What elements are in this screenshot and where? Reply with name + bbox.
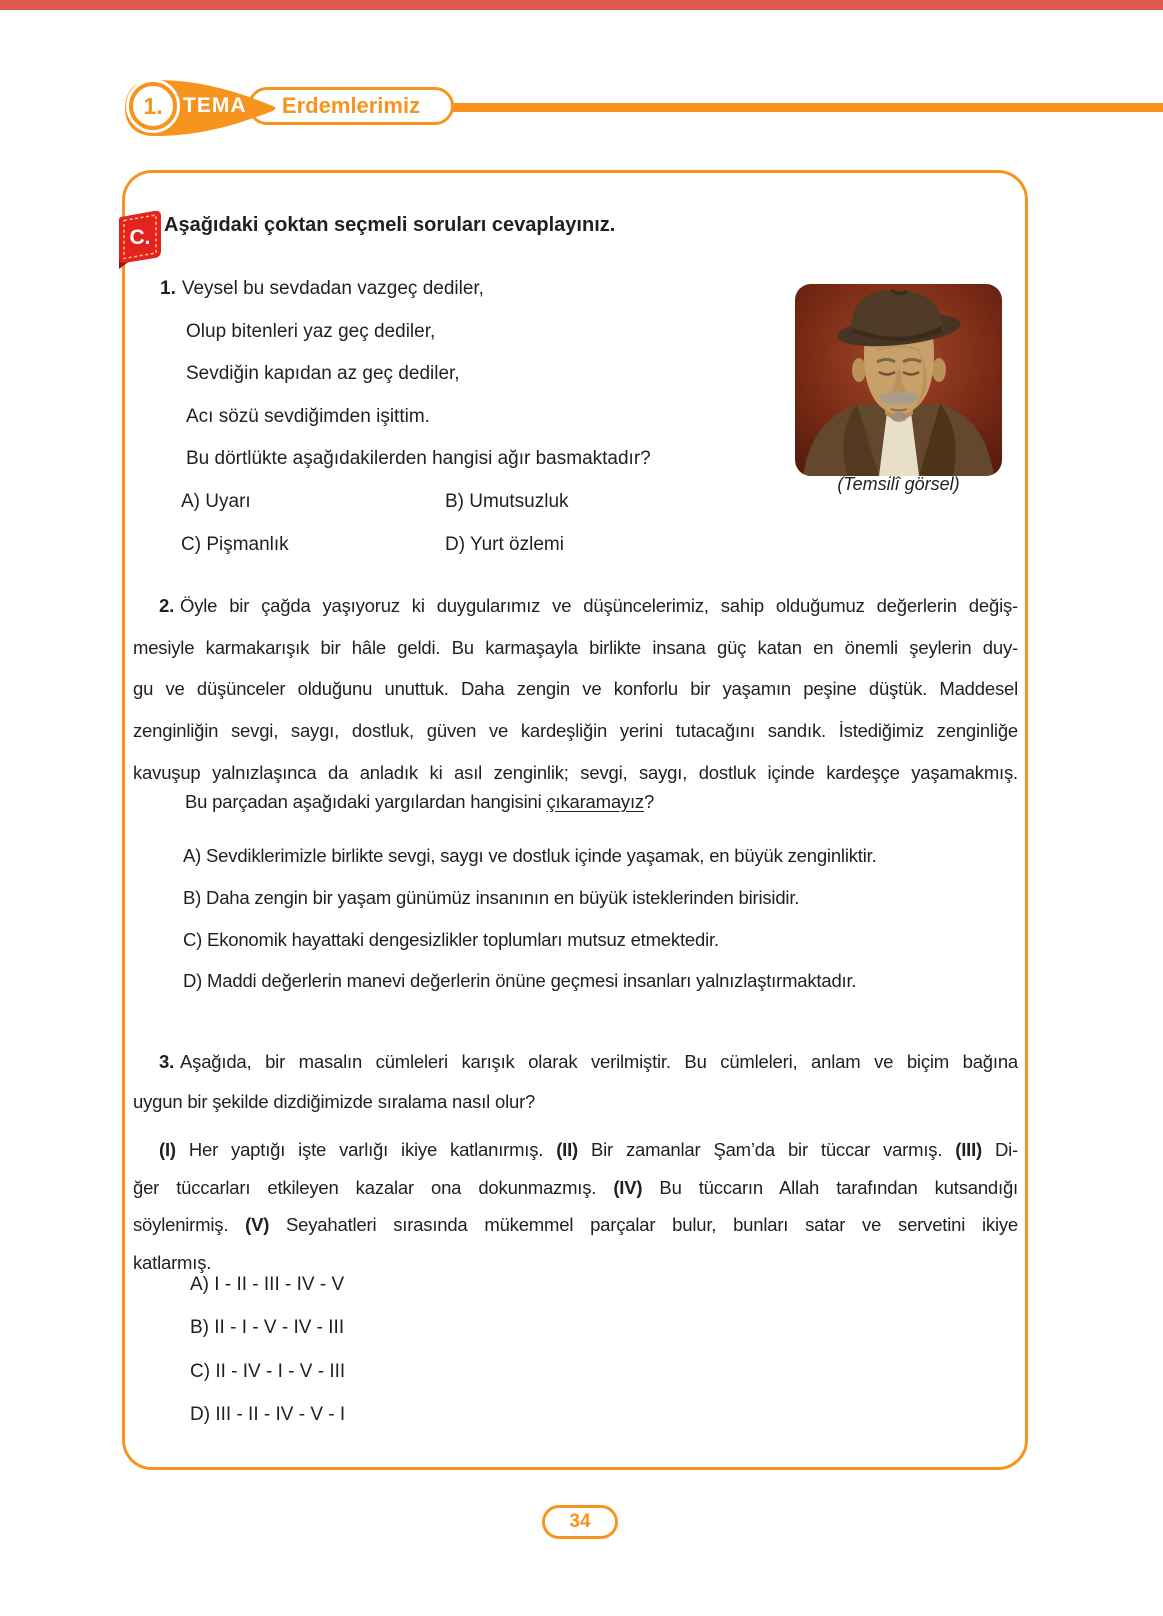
q3-passage-line: ğer tüccarları etkileyen kazalar ona dokunmazmış. (IV) Bu tüccarın Allah tarafından kutsandığı	[133, 1176, 1018, 1198]
q2-option-b: B) Daha zengin bir yaşam günümüz insanının en büyük isteklerinden birisidir.	[183, 886, 800, 908]
q1-number: 1.	[160, 278, 176, 299]
q1-option-a: A) Uyarı	[181, 490, 251, 512]
q3-passage-line: (I) Her yaptığı işte varlığı ikiye katlanırmış. (II) Bir zamanlar Şam’da bir tüccar varmış. (III) Di-	[159, 1139, 1019, 1160]
q3-option-c: C) II - IV - I - V - III	[190, 1360, 346, 1382]
q3-stem-line: 3. Aşağıda, bir masalın cümleleri karışık olarak verilmiştir. Bu cümleleri, anlam ve biçim bağına	[133, 1042, 1018, 1082]
q3-passage-line: söylenirmiş. (V) Seyahatleri sırasında mükemmel parçalar bulur, bunları satar ve servetini ikiye	[133, 1214, 1018, 1236]
q2-line: mesiyle karmakarışık bir hâle geldi. Bu karmaşayla birlikte insana güç katan en önemli şeylerin duy-	[133, 636, 1018, 658]
unit-number-badge	[129, 82, 177, 130]
question1-portrait-image	[795, 284, 1002, 476]
q3-options	[190, 1263, 345, 1437]
unit-label: TEMA	[183, 94, 247, 117]
q3-stem-line: uygun bir şekilde dizdiğimizde sıralama nasıl olur?	[133, 1091, 536, 1112]
q1-verse-line: Olup bitenleri yaz geç dediler,	[186, 320, 436, 342]
top-accent-bar	[0, 0, 1163, 10]
q2-option-c: C) Ekonomik hayattaki dengesizlikler toplumları mutsuz etmektedir.	[183, 928, 719, 950]
unit-number: 1.	[143, 92, 163, 119]
q1-option-b: B) Umutsuzluk	[445, 490, 569, 512]
page-number-pill	[542, 1505, 618, 1539]
q3-option-b: B) II - I - V - IV - III	[190, 1317, 345, 1339]
question-3-stem	[133, 1042, 1018, 1122]
q2-line: zenginliğin sevgi, saygı, dostluk, güven ve kardeşliğin yerini tutacağını sandık. İstediğimiz zenginliğe	[133, 720, 1018, 742]
q3-passage-line: katlarmış.	[133, 1251, 212, 1273]
q1-option-d: D) Yurt özlemi	[445, 533, 564, 555]
q1-option-c: C) Pişmanlık	[181, 533, 289, 555]
q1-verse-line: 1. Veysel bu sevdadan vazgeç dediler,	[160, 278, 484, 299]
q2-stem: Bu parçadan aşağıdaki yargılardan hangisini çıkaramayız?	[185, 791, 655, 812]
q2-line: gu ve düşünceler olduğunu unuttuk. Daha zengin ve konforlu bir yaşamın peşine düştük. Maddesel	[133, 678, 1018, 700]
section-letter: C.	[129, 226, 151, 249]
section-c-badge	[112, 203, 170, 273]
section-instruction: Aşağıdaki çoktan seçmeli soruları cevaplayınız.	[164, 214, 616, 236]
q1-verse-line: Acı sözü sevdiğimden işittim.	[186, 405, 430, 427]
q2-number: 2.	[159, 595, 175, 616]
theme-title: Erdemlerimiz	[281, 93, 421, 118]
q1-stem: Bu dörtlükte aşağıdakilerden hangisi ağır basmaktadır?	[186, 448, 651, 470]
q2-option-a: A) Sevdiklerimizle birlikte sevgi, saygı ve dostluk içinde yaşamak, en büyük zenginliktir.	[183, 845, 877, 866]
q2-option-d: D) Maddi değerlerin manevi değerlerin önüne geçmesi insanları yalnızlaştırmaktadır.	[183, 970, 857, 992]
q2-underlined-word: çıkaramayız	[546, 791, 644, 812]
q1-options	[160, 481, 820, 566]
q3-passage	[133, 1131, 1018, 1281]
q3-option-a: A) I - II - III - IV - V	[190, 1274, 345, 1295]
q3-number: 3.	[159, 1051, 175, 1072]
q2-options	[183, 835, 1023, 1002]
question-1	[160, 268, 820, 566]
q1-verse-line: Sevdiğin kapıdan az geç dediler,	[186, 363, 460, 385]
page-number: 34	[569, 1511, 591, 1532]
q3-option-d: D) III - II - IV - V - I	[190, 1404, 346, 1426]
question-2-paragraph	[133, 585, 1018, 794]
old-man-with-hat-illustration	[795, 284, 1002, 476]
q2-line: 2. Öyle bir çağda yaşıyoruz ki duygularımız ve düşüncelerimiz, sahip olduğumuz değerlerin değiş-	[133, 585, 1018, 627]
image-caption: (Temsilî görsel)	[837, 474, 960, 494]
q2-line: kavuşup yalnızlaşınca da anladık ki asıl zenginlik; sevgi, saygı, dostluk içinde kardeşçe yaşamakmış.	[133, 761, 1018, 783]
header-rule	[446, 103, 1163, 112]
